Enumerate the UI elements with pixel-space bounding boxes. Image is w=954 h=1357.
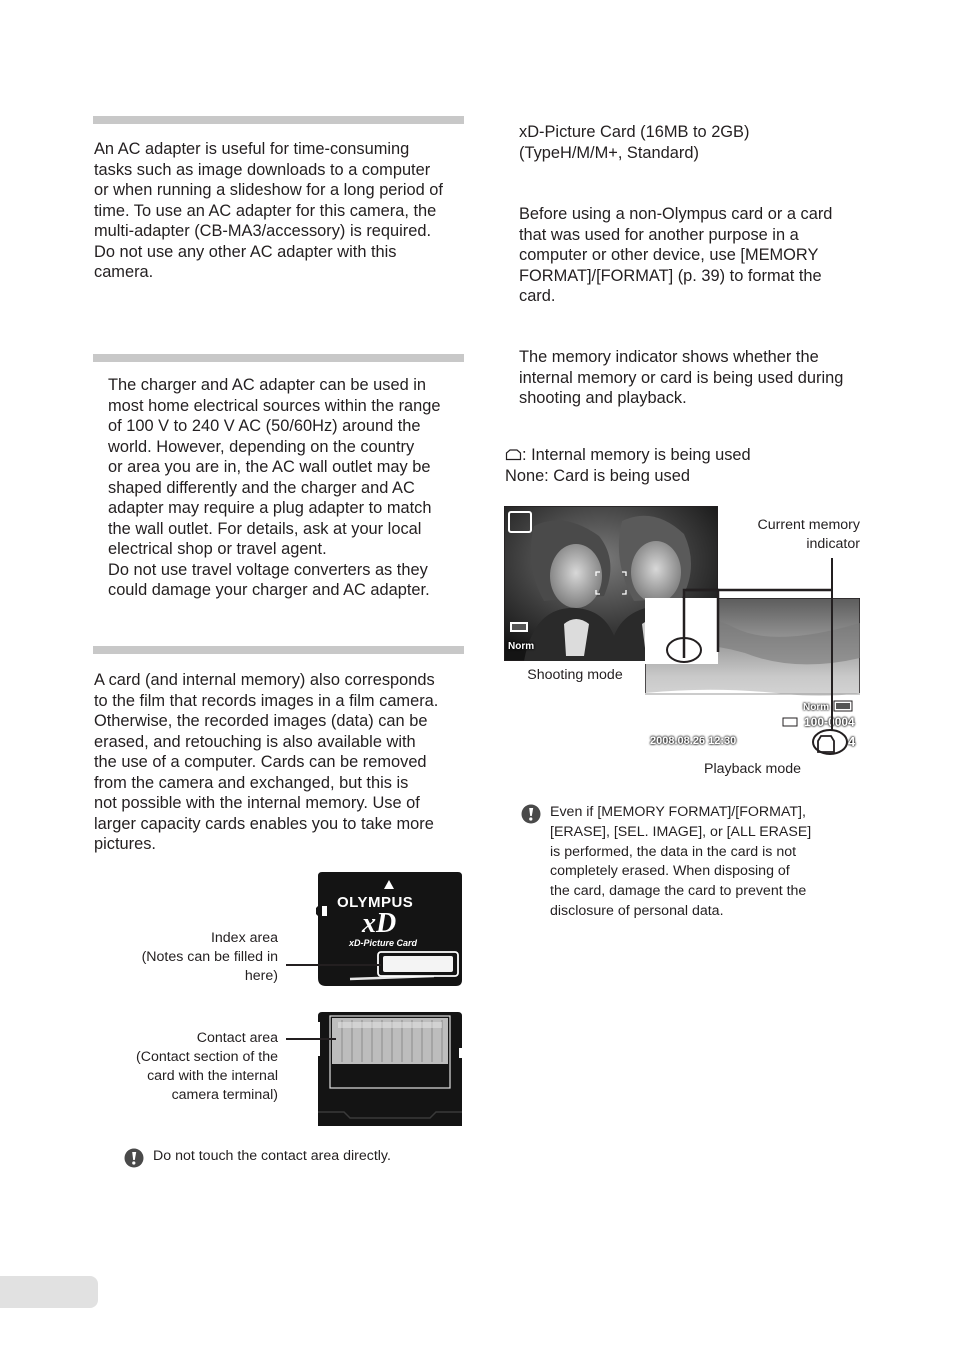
overseas-paragraph: The charger and AC adapter can be used in most home electrical sources within the range of 100 V to 240 V AC (50/60Hz) around the world. However, depending on the country or area you are in, the AC wall outlet may be shaped differently and the charger and AC adapter may require a plug adapter to match the wall outlet. For details, ask at your local electrical shop or travel agent. Do not use travel voltage converters as they could damage your charger and AC adapter. [108,376,441,599]
playback-frame-count: 4 [848,734,856,749]
non-olympus-card-paragraph: Before using a non-Olympus card or a card that was used for another purpose in a computer or other device, use [MEMORY FORMAT]/[FORMAT] (p. 39) to format the card. [519,205,833,305]
playback-mode-caption: Playback mode [704,761,801,777]
internal-memory-icon [505,449,522,461]
shooting-mode-caption: Shooting mode [527,667,623,683]
section-header-bar-overseas [93,354,464,362]
caution-icon [521,804,541,824]
xd-card-back-illustration [316,1012,464,1128]
indicator-legend [505,445,751,486]
caution-erase-text: Even if [MEMORY FORMAT]/[FORMAT], [ERASE], [SEL. IMAGE], or [ALL ERASE] is performed, the data in the card is not completely erased. When disposing of the card, damage the card to prevent the disclosure of personal data. [550,804,812,919]
indicator-none-text: None: Card is being used [505,466,690,485]
caution-contact-text: Do not touch the contact area directly. [153,1148,391,1164]
card-paragraph: A card (and internal memory) also corresponds to the film that records images in a film camera. Otherwise, the recorded images (data) can be erased, and retouching is also available with the use of a computer. Cards can be removed from the camera and exchanged, but this is not possible with the internal memory. Use of larger capacity cards enables you to take more pictures. [94,671,439,853]
playback-file-number: 100-0004 [804,715,855,729]
section-header-bar-card [93,646,464,654]
index-area-label: Index area (Notes can be filled in here) [141,930,278,984]
playback-datetime: 2008.08.26 12:30 [650,735,737,747]
card-xd-logo: xD [362,908,397,939]
memory-indicator-paragraph: The memory indicator shows whether the internal memory or card is being used during shooting and playback. [519,348,844,407]
card-name-text: xD-Picture Card [349,938,418,948]
section-header-bar-ac-adapter [93,116,464,124]
shooting-norm-label: Norm [508,641,535,652]
index-area-leader-line [286,964,381,966]
current-memory-indicator-label: Current memory indicator [757,517,860,552]
indicator-internal-text: : Internal memory is being used [522,446,751,464]
page-number-tab [0,1276,98,1308]
card-brand-text: OLYMPUS [337,894,414,911]
contact-area-label: Contact area (Contact section of the card with the internal camera terminal) [136,1030,278,1103]
memory-indicator-highlight [640,550,870,760]
caution-icon [124,1148,144,1168]
contact-area-leader-line [286,1038,336,1040]
ac-adapter-paragraph: An AC adapter is useful for time-consuming tasks such as image downloads to a computer or when running a slideshow for a long period of time. To use an AC adapter for this camera, the multi-adapter (CB-MA3/accessory) is required. Do not use any other AC adapter with this camera. [94,140,443,281]
compatible-cards-paragraph: xD-Picture Card (16MB to 2GB) (TypeH/M/M+, Standard) [519,123,750,162]
playback-norm-label: Norm [803,702,830,713]
